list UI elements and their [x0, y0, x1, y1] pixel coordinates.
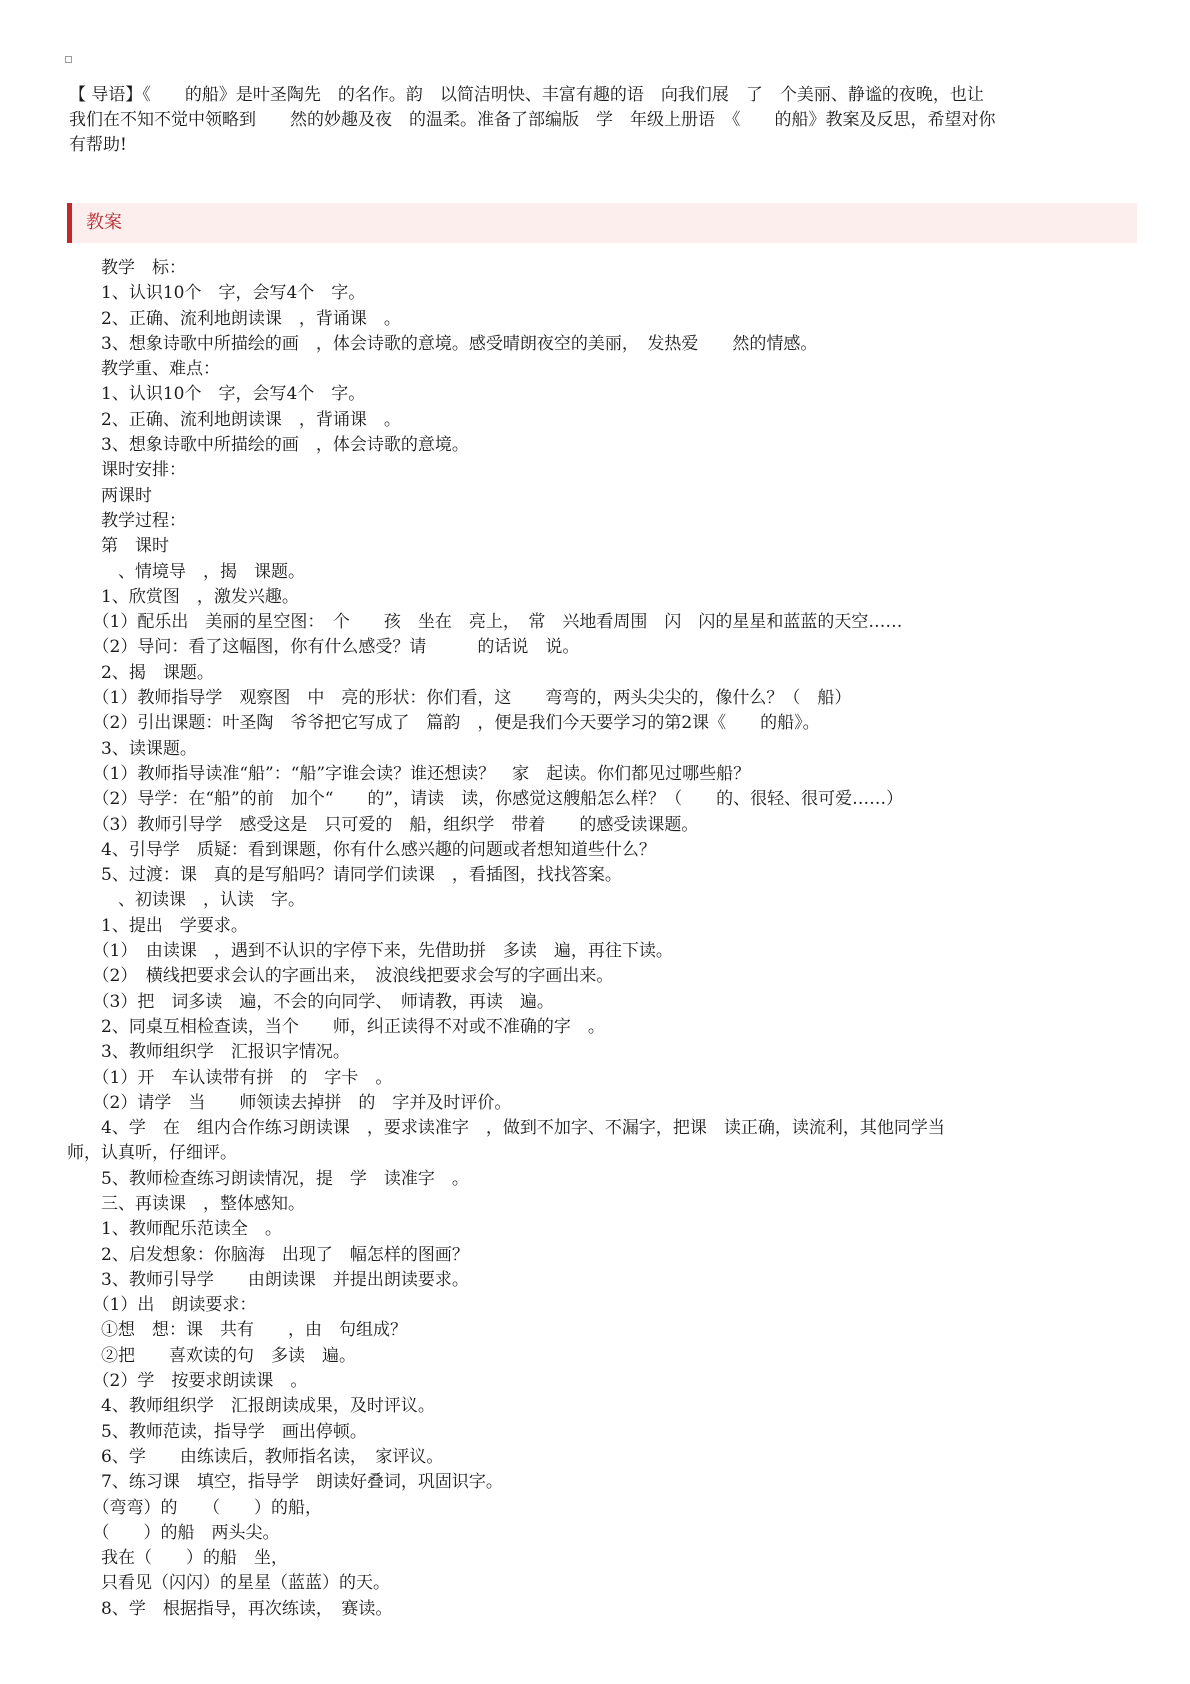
intro-paragraph: 【 导语】《 的船》是叶圣陶先 的名作。韵 以简洁明快、丰富有趣的语 向我们展 了 个美丽、静谧的夜晚，也让 我们在不知不觉中领略到 然的妙趣及夜 的温柔。准备了部编版 学 年级上册语 《 的船》教案及反思，希望对你 有帮助! — [69, 85, 996, 155]
text-line: 3、教师引导学 由朗读课 并提出朗读要求。 — [67, 1269, 469, 1290]
text-line: 1、欣赏图 ，激发兴趣。 — [67, 586, 299, 607]
text-line: （1）出 朗读要求： — [67, 1295, 257, 1316]
text-line: 1、认识10个 字，会写4个 字。 — [67, 283, 366, 304]
text-line: ①想 想：课 共有 ，由 句组成？ — [67, 1320, 407, 1341]
text-line: 两课时 — [67, 485, 152, 506]
text-line: ②把 喜欢读的句 多读 遍。 — [67, 1345, 356, 1366]
text-line: （2）请学 当 师领读去掉拼 的 字并及时评价。 — [67, 1092, 512, 1113]
text-line: 2、同桌互相检查读，当个 师，纠正读得不对或不准确的字 。 — [67, 1016, 605, 1037]
text-line: （ ）的船 两头尖。 — [67, 1522, 280, 1543]
text-line: （2）导问：看了这幅图，你有什么感受？请 的话说 说。 — [67, 637, 580, 658]
text-line: （1）配乐出 美丽的星空图： 个 孩 坐在 亮上， 常 兴地看周围 闪 闪的星星和蓝蓝的天空…… — [67, 612, 903, 633]
text-line: 2、正确、流利地朗读课 ，背诵课 。 — [67, 409, 401, 430]
text-line: （3）教师引导学 感受这是 只可爱的 船，组织学 带着 的感受读课题。 — [67, 814, 699, 835]
text-line: 3、想象诗歌中所描绘的画 ，体会诗歌的意境。感受晴朗夜空的美丽， 发热爱 然的情感。 — [67, 333, 818, 354]
text-line: 教学重、难点： — [67, 359, 220, 380]
text-line: 课时安排： — [67, 460, 186, 481]
text-line: （2）导学：在“船”的前 加个“ 的”，请读 读，你感觉这艘船怎么样？（ 的、很轻、很可爱……） — [67, 789, 904, 810]
text-line: 三、再读课 ，整体感知。 — [67, 1193, 305, 1214]
text-line: 师，认真听，仔细评。 — [67, 1143, 237, 1164]
text-line: （2）引出课题：叶圣陶 爷爷把它写成了 篇韵 ，便是我们今天要学习的第2课《 的船》。 — [67, 713, 820, 734]
text-line: 3、想象诗歌中所描绘的画 ，体会诗歌的意境。 — [67, 435, 469, 456]
text-line: 5、过渡：课 真的是写船吗？请同学们读课 ，看插图，找找答案。 — [67, 865, 622, 886]
text-line: 2、正确、流利地朗读课 ，背诵课 。 — [67, 308, 401, 329]
text-line: 2、揭 课题。 — [67, 662, 214, 683]
text-line: 2、启发想象：你脑海 出现了 幅怎样的图画？ — [67, 1244, 469, 1265]
text-line: 、初读课 ，认读 字。 — [67, 890, 305, 911]
text-line: 5、教师检查练习朗读情况，提 学 读准字 。 — [67, 1168, 469, 1189]
text-line: 6、学 由练读后，教师指名读， 家评议。 — [67, 1446, 444, 1467]
text-line: 教学过程： — [67, 510, 186, 531]
text-line: 只看见（闪闪）的星星（蓝蓝）的天。 — [67, 1573, 390, 1594]
text-line: 、情境导 ，揭 课题。 — [67, 561, 305, 582]
text-line: 4、学 在 组内合作练习朗读课 ，要求读准字 ，做到不加字、不漏字，把课 读正确，读流利，其他同学当 — [67, 1118, 945, 1139]
text-line: 教学 标： — [67, 258, 186, 278]
text-line: 5、教师范读，指导学 画出停顿。 — [67, 1421, 367, 1442]
text-line: 3、教师组织学 汇报识字情况。 — [67, 1042, 350, 1063]
text-line: （弯弯）的 （ ）的船， — [67, 1497, 322, 1518]
checkbox-marker — [65, 56, 72, 63]
text-line: （1）教师指导读准“船”：“船”字谁会读？谁还想读？ 家 起读。你们都见过哪些船？ — [67, 763, 751, 784]
section-header — [67, 203, 1137, 243]
text-line: （1） 由读课 ，遇到不认识的字停下来，先借助拼 多读 遍，再往下读。 — [67, 941, 673, 962]
text-line: 7、练习课 填空，指导学 朗读好叠词，巩固识字。 — [67, 1472, 503, 1493]
text-line: （2）学 按要求朗读课 。 — [67, 1371, 308, 1392]
text-line: 1、提出 学要求。 — [67, 915, 248, 936]
lesson-plan-body — [67, 256, 1142, 1622]
text-line: 我在（ ）的船 坐， — [67, 1548, 288, 1569]
text-line: 4、引导学 质疑：看到课题，你有什么感兴趣的问题或者想知道些什么？ — [67, 839, 656, 860]
text-line: （1）教师指导学 观察图 中 亮的形状：你们看，这 弯弯的，两头尖尖的，像什么？（ 船） — [67, 688, 852, 709]
text-line: （2） 横线把要求会认的字画出来， 波浪线把要求会写的字画出来。 — [67, 966, 614, 987]
text-line: （1）开 车认读带有拼 的 字卡 。 — [67, 1067, 393, 1088]
text-line: 1、教师配乐范读全 。 — [67, 1219, 282, 1240]
text-line: 3、读课题。 — [67, 738, 197, 759]
text-line: （3）把 词多读 遍，不会的向同学、 师请教，再读 遍。 — [67, 991, 554, 1012]
text-line: 8、学 根据指导，再次练读， 赛读。 — [67, 1598, 393, 1619]
text-line: 第 课时 — [67, 536, 169, 557]
text-line: 1、认识10个 字，会写4个 字。 — [67, 384, 366, 405]
text-line: 4、教师组织学 汇报朗读成果，及时评议。 — [67, 1396, 435, 1417]
section-title: 教案 — [86, 212, 122, 233]
